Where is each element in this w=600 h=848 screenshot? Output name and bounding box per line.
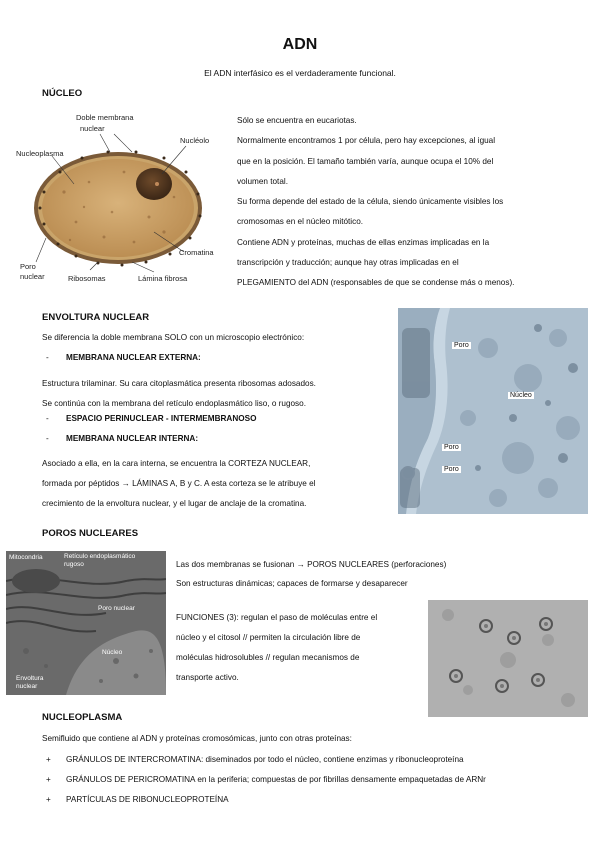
list-item: + PARTÍCULAS DE RIBONUCLEOPROTEÍNA	[46, 795, 229, 804]
list-item: + GRÁNULOS DE INTERCROMATINA: diseminados por todo el núcleo, contiene enzimas y ribonucleoproteína	[46, 755, 464, 764]
envoltura-micrograph	[398, 308, 588, 514]
envoltura-item-3: - MEMBRANA NUCLEAR INTERNA:	[46, 434, 199, 443]
micro-label-mitocondria: Mitocondria	[9, 554, 43, 561]
plus-bullet: +	[46, 775, 51, 784]
dash-bullet: -	[46, 434, 49, 443]
poros-line-1: Las dos membranas se fusionan → POROS NUCLEARES (perforaciones)	[176, 560, 447, 569]
label-poro: Poro	[20, 262, 36, 271]
poros-line-2: Son estructuras dinámicas; capaces de formarse y desaparecer	[176, 579, 408, 588]
micro-label-reticulo-2: rugoso	[64, 561, 84, 568]
nucleo-heading: NÚCLEO	[42, 88, 83, 99]
micro-label-poro: Poro	[454, 342, 469, 349]
label-nucleolo: Nucléolo	[180, 136, 210, 145]
envelope-micrograph-image	[398, 308, 588, 514]
label-ribosomas: Ribosomas	[68, 274, 106, 283]
dash-bullet: -	[46, 353, 49, 362]
poros-funciones: FUNCIONES (3): regulan el paso de moléculas entre el núcleo y el citosol // permiten la circulación libre de moléculas hidrosolubles // regulan mecanismos de transporte activo.	[176, 613, 378, 682]
micro-label-envoltura-2: nuclear	[16, 683, 38, 690]
nucleo-text	[237, 111, 514, 294]
envoltura-item-1-text: Estructura trilaminar. Su cara citoplasmática presenta ribosomas adosados. Se continúa con la membrana del retículo endoplasmático liso, o rugoso.	[42, 379, 316, 408]
micro-label-poro: Poro	[444, 466, 459, 473]
pore-complex-micrograph	[428, 600, 588, 717]
micro-label-poro-nuclear: Poro nuclear	[98, 605, 135, 612]
micro-label-poro: Poro	[444, 444, 459, 451]
dash-bullet: -	[46, 414, 49, 423]
envoltura-item-1: - MEMBRANA NUCLEAR EXTERNA:	[46, 353, 201, 362]
nucleo-line: transcripción y traducción; aunque hay otras implicadas en el	[237, 258, 459, 268]
poros-micrograph	[6, 551, 166, 695]
envoltura-heading: ENVOLTURA NUCLEAR	[42, 312, 150, 323]
nucleo-line: Normalmente encontramos 1 por célula, pero hay excepciones, al igual	[237, 136, 496, 146]
plus-bullet: +	[46, 795, 51, 804]
label-lamina: Lámina fibrosa	[138, 274, 188, 283]
nucleo-line: que en la posición. El tamaño también varía, aunque ocupa el 10% del	[237, 156, 494, 166]
nucleoplasma-intro: Semifluido que contiene al ADN y proteínas cromosómicas, junto con otras proteínas:	[42, 734, 352, 743]
label-doble-membrana-2: nuclear	[80, 124, 105, 133]
label-doble-membrana: Doble membrana	[76, 113, 134, 122]
nucleo-line: Sólo se encuentra en eucariotas.	[237, 116, 357, 125]
poros-heading: POROS NUCLEARES	[42, 528, 139, 539]
nucleo-line: cromosomas en el núcleo mitótico.	[237, 217, 364, 227]
micro-label-nucleo: Núcleo	[510, 392, 532, 399]
list-item: + GRÁNULOS DE PERICROMATINA en la periferia; compuestas de por fibrillas densamente empaquetadas de ARNr	[46, 775, 486, 784]
micro-label-nucleo: Núcleo	[102, 649, 123, 656]
micro-label-reticulo: Retículo endoplasmático	[64, 553, 136, 560]
nucleo-line: PLEGAMIENTO del ADN (responsables de que se condense más o menos).	[237, 278, 515, 288]
label-nucleoplasma: Nucleoplasma	[16, 149, 64, 158]
page-title: ADN	[282, 36, 318, 53]
nucleoplasma-heading: NUCLEOPLASMA	[42, 712, 123, 723]
nucleo-line: Su forma depende del estado de la célula, siendo únicamente visibles los	[237, 197, 504, 207]
page-subtitle: El ADN interfásico es el verdaderamente funcional.	[204, 68, 396, 78]
plus-bullet: +	[46, 755, 51, 764]
pores-micrograph-image	[6, 551, 166, 695]
nucleus-diagram	[14, 112, 222, 290]
micro-label-envoltura: Envoltura	[16, 675, 44, 682]
envoltura-item-3-text: Asociado a ella, en la cara interna, se encuentra la CORTEZA NUCLEAR, formada por péptidos → LÁMINAS A, B y C. A esta corteza se le atribuye el crecimiento de la envoltura nuclear, y el lugar de anclaje de la cromatina.	[42, 459, 316, 508]
envoltura-item-2: - ESPACIO PERINUCLEAR - INTERMEMBRANOSO	[46, 414, 257, 423]
label-poro-2: nuclear	[20, 272, 45, 281]
nucleo-line: volumen total.	[237, 176, 288, 186]
envoltura-intro: Se diferencia la doble membrana SOLO con un microscopio electrónico:	[42, 333, 305, 342]
pore-complex-image	[428, 600, 588, 717]
label-cromatina: Cromatina	[179, 248, 214, 257]
nucleo-line: Contiene ADN y proteínas, muchas de ellas enzimas implicadas en la	[237, 237, 490, 247]
